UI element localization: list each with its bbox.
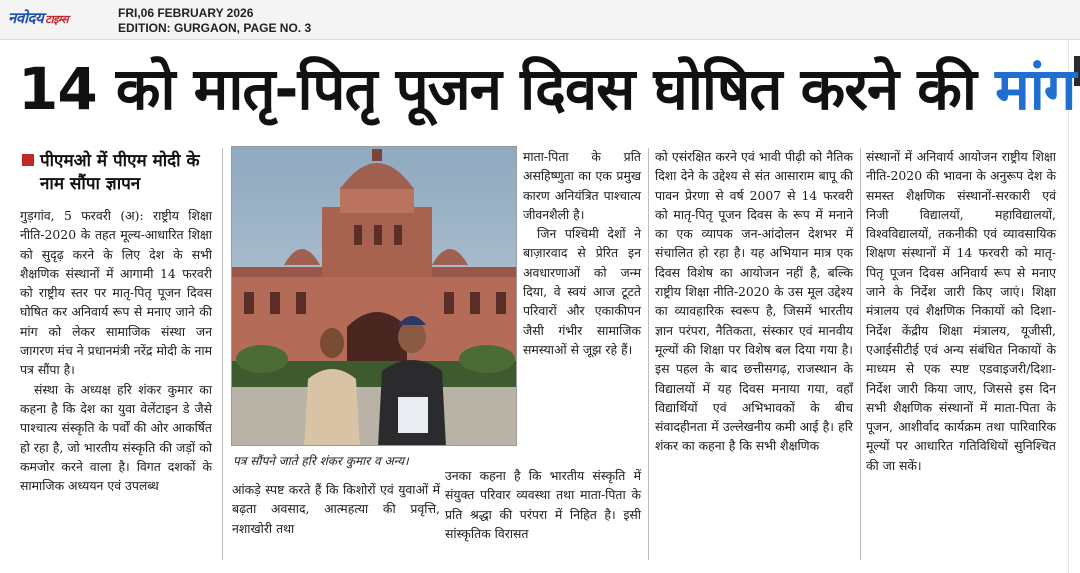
logo-main: नवोदय <box>8 9 44 27</box>
edition-page: EDITION: GURGAON, PAGE NO. 3 <box>118 21 312 35</box>
col5-paragraph: संस्थानों में अनिवार्य आयोजन राष्ट्रीय शिक्षा नीति-2020 की भावना के अनुरूप देश के समस्त शैक्षणिक संस्थानों-सरकारी एवं निजी विद्यालयों, महाविद्यालयों, विश्वविद्यालयों, तकनीकी एवं व्यावसायिक शिक्षण संस्थानों में 14 फरवरी को मातृ-पितृ पूजन दिवस अनिवार्य रूप से मनाए जाने के निर्देश जारी किए जाएं। शिक्षा मंत्रालय एवं शैक्षणिक निकायों को दिशा-निर्देश केंद्रीय शिक्षा मंत्रालय, यूजीसी, एआईसीटीई एवं अन्य संबंधित निकायों के माध्यम से एक स्पष्ट एडवाइजरी/दिशा-निर्देश जारी किया जाए, जिससे इस दिन सभी शैक्षणिक संस्थानों में माता-पिता के पूजन, आशीर्वाद कार्यक्रम तथा पारिवारिक मूल्यों पर आधारित गतिविधियों सुनिश्चित की जा सकें। <box>866 149 1056 473</box>
article-column-2 <box>232 480 440 560</box>
col1-paragraph-2: संस्था के अध्यक्ष हरि शंकर कुमार का कहना है कि देश का युवा वेलेंटाइन डे जैसे पाश्चात्य संस्कृति के पर्वों की ओर आकर्षित हो रहा है, जो भारतीय संस्कृति की जड़ों को कमजोर करने वाला है। विगत दशकों के सामाजिक अध्ययन एवं उपलब्ध <box>20 381 212 494</box>
column-divider <box>222 148 223 560</box>
edition-info <box>118 6 311 36</box>
bullet-square-icon <box>22 154 34 166</box>
headline-main: 14 को मातृ-पितृ पूजन दिवस घोषित करने की <box>18 55 996 123</box>
article-column-3-continued <box>445 466 641 561</box>
article-headline <box>18 52 1076 126</box>
issue-date: FRI,06 FEBRUARY 2026 <box>118 6 254 20</box>
col2-paragraph: आंकड़े स्पष्ट करते हैं कि किशोरों एवं युवाओं में बढ़ता अवसाद, आत्महत्या की प्रवृत्ति, नशाखोरी तथा <box>232 482 440 536</box>
col3-paragraph-3: उनका कहना है कि भारतीय संस्कृति में संयुक्त परिवार व्यवस्था तथा माता-पिता के प्रति श्रद्धा की परंपरा में निहित है। इसी सांस्कृतिक विरासत <box>445 468 641 541</box>
news-photo <box>231 146 517 446</box>
column-divider <box>860 148 861 560</box>
article-column-3 <box>523 147 641 462</box>
article-subheadline: पीएमओ में पीएम मोदी के नाम सौंपा ज्ञापन <box>40 151 200 194</box>
masthead-bar <box>0 0 1080 40</box>
subheadline-block <box>22 150 222 196</box>
photo-caption: पत्र सौंपने जाते हरि शंकर कुमार व अन्य। <box>233 454 409 468</box>
photo-illustration <box>232 147 517 446</box>
article-column-4 <box>655 147 853 562</box>
headline-accent: मांग <box>995 55 1076 123</box>
column-divider <box>648 148 649 560</box>
col1-paragraph-1: गुड़गांव, 5 फरवरी (अ): राष्ट्रीय शिक्षा नीति-2020 के तहत मूल्य-आधारित शिक्षा को सुदृढ़ करने के लिए देश के सभी शैक्षणिक संस्थानों में आगामी 14 फरवरी को राष्ट्रीय स्तर पर मातृ-पितृ पूजन दिवस घोषित कर अनिवार्य रूप से मनाए जाने की मांग को लेकर सामाजिक संस्था जन जागरण मंच ने प्रधानमंत्री नरेंद्र मोदी के नाम पत्र सौंपा है। <box>20 208 212 378</box>
newspaper-logo[interactable] <box>8 8 68 28</box>
logo-sub: टाइम्स <box>45 13 69 26</box>
article-column-1 <box>20 206 212 556</box>
article-column-5 <box>866 147 1056 562</box>
col3-paragraph-1: माता-पिता के प्रति असहिष्णुता का एक प्रमुख कारण अनियंत्रित पाश्चात्य जीवनशैली है। <box>523 149 641 222</box>
col3-paragraph-2: जिन पश्चिमी देशों ने बाज़ारवाद से प्रेरित इन अवधारणाओं को जन्म दिया, वे स्वयं आज टूटते परिवारों और एकाकीपन जैसी गंभीर सामाजिक समस्याओं से जूझ रहे हैं। <box>523 226 641 357</box>
col4-paragraph: को एसंरक्षित करने एवं भावी पीढ़ी को नैतिक दिशा देने के उद्देश्य से संत आसाराम बापू की पावन प्रेरणा से वर्ष 2007 से 14 फरवरी को मातृ-पितृ पूजन दिवस के रूप में मनाने का एक व्यापक जन-आंदोलन देशभर में संचालित हो रहा है। यह अभियान मात्र एक दिवस विशेष का आयोजन नहीं है, बल्कि राष्ट्रीय शिक्षा नीति-2020 के उस मूल उद्देश्य का व्यावहारिक स्वरूप है, जिसमें भारतीय ज्ञान परंपरा, नैतिकता, संस्कार एवं मानवीय मूल्यों की शिक्षा पर विशेष बल दिया गया है। इस पहल के बाद छत्तीसगढ़, राजस्थान के विद्यालयों में यह दिवस मनाया गया, वहाँ विद्यार्थियों एवं अभिभावकों के बीच संवादहीनता में उल्लेखनीय कमी आई है। हरि शंकर का कहना है कि सभी शैक्षणिक <box>655 149 853 454</box>
